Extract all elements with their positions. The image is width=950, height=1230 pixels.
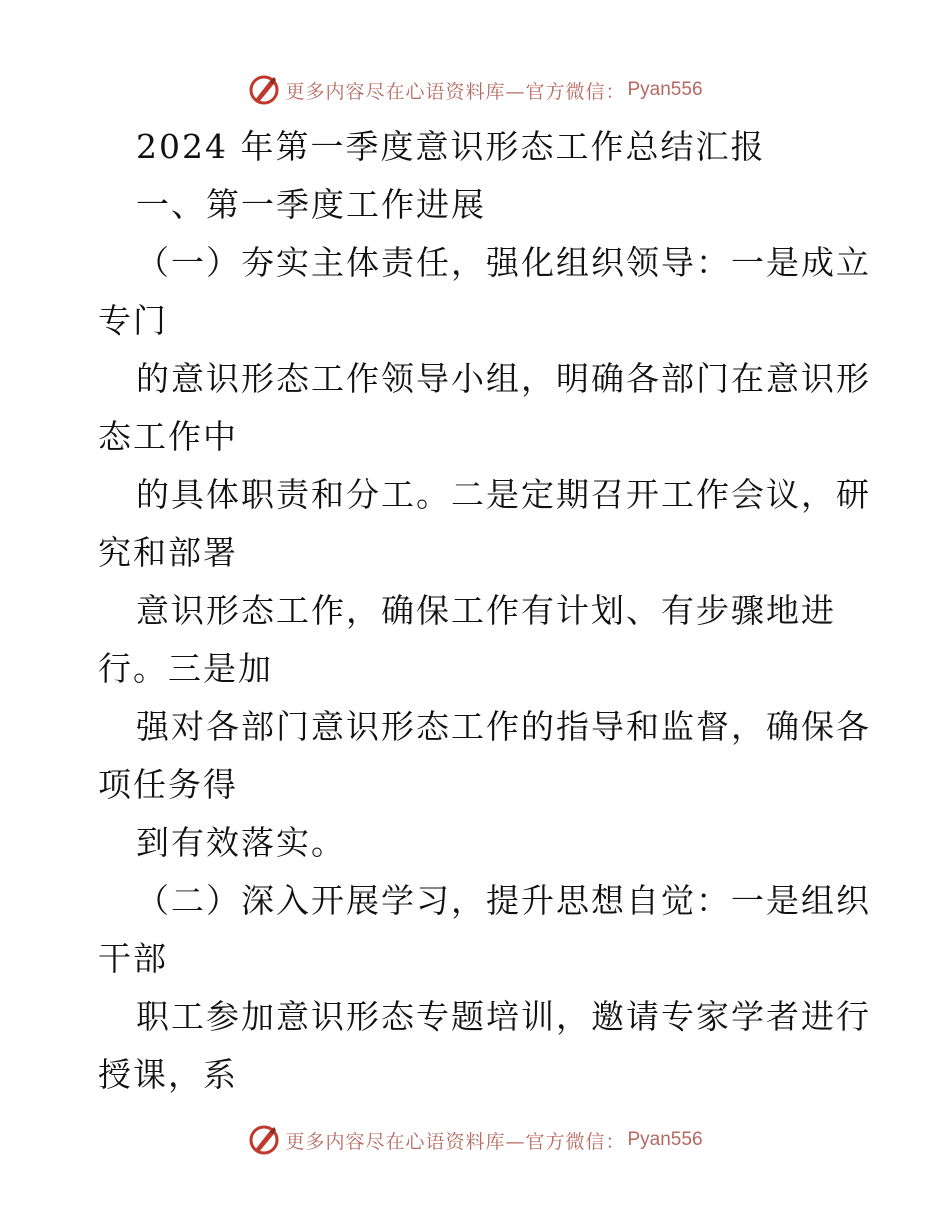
text-line: 的意识形态工作领导小组，明确各部门在意识形 xyxy=(136,359,871,398)
text-line: 专门 xyxy=(98,301,168,340)
watermark-text: 更多内容尽在心语资料库—官方微信： xyxy=(285,1130,626,1153)
text-line: 一、第一季度工作进展 xyxy=(136,185,486,224)
quill-logo-icon xyxy=(247,73,281,107)
text-line: 授课，系 xyxy=(98,1055,238,1094)
watermark-text: 更多内容尽在心语资料库—官方微信： xyxy=(285,80,626,103)
text-line: 的具体职责和分工。二是定期召开工作会议，研 xyxy=(136,475,871,514)
footer-watermark-banner xyxy=(0,1120,950,1160)
quill-logo-icon xyxy=(247,1123,281,1157)
text-line: （一）夯实主体责任，强化组织领导：一是成立 xyxy=(136,243,871,282)
watermark-handle: Pyan556 xyxy=(627,79,703,100)
document-body xyxy=(98,118,871,1104)
text-line: 项任务得 xyxy=(98,765,238,804)
text-line: 干部 xyxy=(98,939,168,978)
text-line: 到有效落实。 xyxy=(136,823,346,862)
header-watermark-banner xyxy=(0,70,950,110)
text-line: 意识形态工作，确保工作有计划、有步骤地进 xyxy=(136,591,836,630)
text-line: 态工作中 xyxy=(98,417,238,456)
text-line: 行。三是加 xyxy=(98,649,273,688)
text-line: 强对各部门意识形态工作的指导和监督，确保各 xyxy=(136,707,871,746)
document-title: 2024 年第一季度意识形态工作总结汇报 xyxy=(136,127,766,166)
text-line: 究和部署 xyxy=(98,533,238,572)
watermark-handle: Pyan556 xyxy=(627,1129,703,1150)
text-line: （二）深入开展学习，提升思想自觉：一是组织 xyxy=(136,881,871,920)
text-line: 职工参加意识形态专题培训，邀请专家学者进行 xyxy=(136,997,871,1036)
